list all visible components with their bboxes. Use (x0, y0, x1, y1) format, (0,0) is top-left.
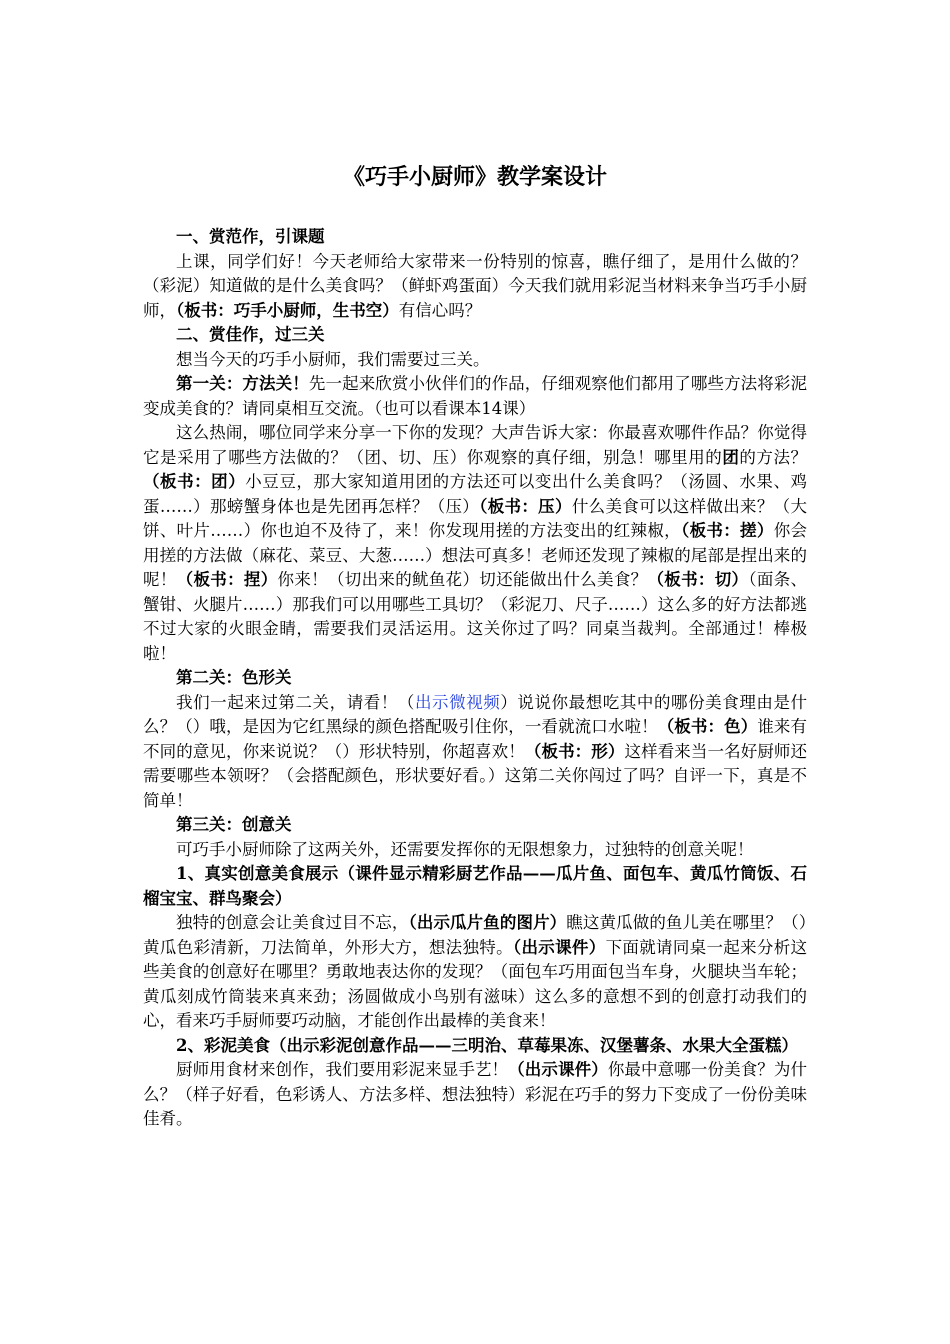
bold-text: （板书：巧手小厨师，生书空） (176, 300, 399, 320)
text-run: 有信心吗？ (398, 300, 482, 320)
bold-text: 2、彩泥美食（出示彩泥创意作品——三明治、草莓果冻、汉堡薯条、水果大全蛋糕） (176, 1035, 798, 1055)
text-run: 先一起来欣赏小伙伴们的作品，仔细观察他们都用了哪些方法将彩泥变成美食的？请同桌相互交流。（也可以看课本14课） (143, 374, 808, 418)
paragraph (143, 1058, 807, 1132)
bold-text: （板书：形） (524, 741, 625, 761)
document-title: 《巧手小厨师》教学案设计 (342, 165, 607, 190)
text-run: 上课，同学们好！今天老师给大家带来一份特别的惊喜，瞧仔细了，是用什么做的？（彩泥）知道做的是什么美食吗？（鲜虾鸡蛋面）今天我们就用彩泥当材料来争当巧手小厨师， (143, 251, 807, 320)
text-run: 你会用搓的方法做（麻花、菜豆、大葱……）想法可真多！老师还发现了辣椒的尾部是捏出来的呢！ (143, 521, 808, 589)
text-run: 什么美食可以这样做出来？（大饼、叶片……）你也迫不及待了，来！你发现用搓的方法变出的红辣椒， (143, 496, 808, 540)
bold-text: 第二关：色形关 (176, 668, 292, 687)
text-run: 这么热闹，哪位同学来分享一下你的发现？大声告诉大家：你最喜欢哪件作品？你觉得它是采用了哪些方法做的？（团、切、压）你观察的真仔细，别急！哪里用的 (143, 423, 807, 467)
paragraph (143, 691, 807, 814)
text-run: 独特的创意会让美食过目不忘， (176, 913, 409, 932)
text-run: （面条、蟹钳、火腿片……）那我们可以用哪些工具切？（彩泥刀、尺子……）这么多的好方法都逃不过大家的火眼金睛，需要我们灵活运用。这关你过了吗？同桌当裁判。全部通过！棒极啦！ (143, 570, 808, 663)
bold-text: （板书：团） (143, 472, 246, 491)
text-run: 可巧手小厨师除了这两关外，还需要发挥你的无限想象力，过独特的创意关呢！ (176, 839, 754, 859)
text-run: 小豆豆，那大家知道用团的方法还可以变出什么美食吗？（汤圆、水果、鸡蛋……）那螃蟹身体也是先团再怎样？（压） (143, 472, 808, 516)
paragraph (143, 250, 807, 324)
text-run: 下面就请同桌一起来分析这些美食的创意好在哪里？勇敢地表达你的发现？（面包车巧用面包当车身，火腿块当车轮；黄瓜刻成竹筒装来真来劲；汤圆做成小鸟别有滋味）这么多的意想不到的创意打动我们的心，看来巧手厨师要巧动脑，才能创作出最棒的美食来！ (143, 937, 808, 1030)
bold-text: （板书：搓） (681, 521, 774, 540)
paragraph (143, 323, 807, 348)
text-run: 想当今天的巧手小厨师，我们需要过三关。 (176, 349, 490, 369)
text-run: 谁来有不同的意见，你来说说？（）形状特别，你超喜欢！ (143, 717, 808, 761)
bold-text: 二、赏佳作，过三关 (176, 325, 325, 344)
bold-text: （板书：色） (657, 717, 758, 736)
bold-text: 1、真实创意美食展示（课件显示精彩厨艺作品——瓜片鱼、面包车、黄瓜竹筒饭、石榴宝宝、群鸟聚会） (143, 864, 807, 908)
paragraph (143, 421, 807, 666)
paragraph (143, 862, 807, 911)
text-run: 你来！（切出来的鱿鱼花）切还能做出什么美食？ (277, 570, 648, 589)
bold-text: 第三关：创意关 (176, 815, 292, 834)
paragraph (143, 911, 807, 1034)
bold-text: （出示课件） (508, 1060, 608, 1079)
paragraph (143, 225, 807, 250)
bold-text: 第一关：方法关！ (176, 374, 309, 393)
paragraph (143, 372, 807, 421)
bold-text: （出示瓜片鱼的图片） (408, 913, 567, 932)
bold-text: （板书：切） (647, 570, 749, 589)
paragraph (143, 666, 807, 691)
document-body (143, 225, 807, 1132)
text-run: 瞧这黄瓜做的鱼儿美在哪里？（）黄瓜色彩清新，刀法简单，外形大方，想法独特。 (143, 913, 808, 957)
bold-text: （出示课件） (512, 937, 606, 957)
bold-text: 一、赏范作，引课题 (176, 227, 325, 246)
bold-text: 团 (722, 447, 740, 467)
paragraph (143, 838, 807, 863)
text-run: 这样看来当一名好厨师还需要哪些本领呀？（会搭配颜色，形状要好看。）这第二关你闯过了吗？自评一下，真是不简单！ (143, 741, 808, 810)
bold-text: （板书：捏） (176, 570, 278, 589)
bold-text: （板书：压） (479, 496, 572, 516)
text-run: ）说说你最想吃其中的哪份美食理由是什么？（）哦，是因为它红黑绿的颜色搭配吸引住你，一看就流口水啦！ (143, 692, 808, 736)
text-run: 我们一起来过第二关，请看！（ (176, 692, 415, 712)
paragraph (143, 348, 807, 373)
paragraph (143, 1034, 807, 1059)
text-run: 厨师用食材来创作，我们要用彩泥来显手艺！ (176, 1060, 509, 1079)
video-link-text[interactable]: 出示微视频 (414, 692, 501, 712)
text-run: 的方法？ (739, 447, 808, 467)
text-run: 你最中意哪一份美食？为什么？（样子好看，色彩诱人、方法多样、想法独特）彩泥在巧手的努力下变成了一份份美味佳肴。 (143, 1060, 808, 1128)
paragraph (143, 813, 807, 838)
